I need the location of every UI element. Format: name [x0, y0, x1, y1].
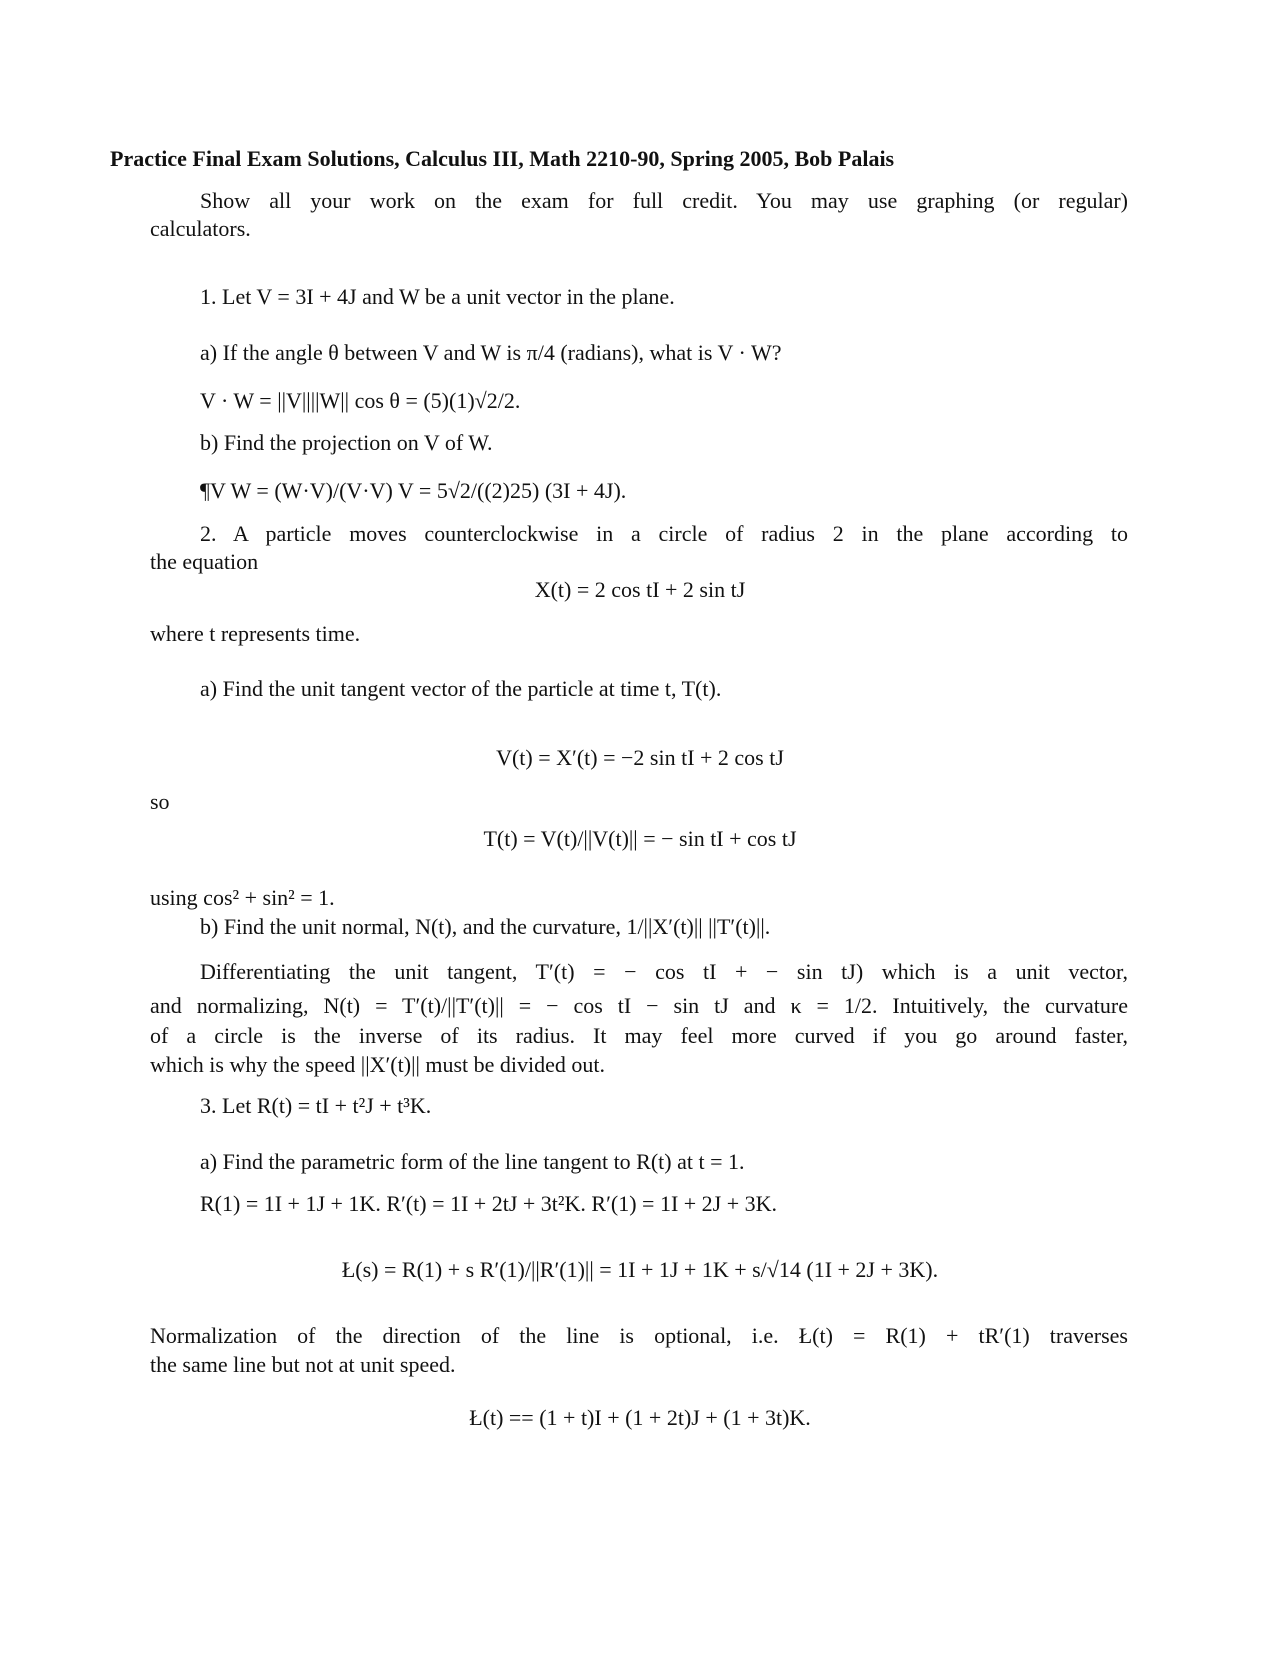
problem-2b: b) Find the unit normal, N(t), and the curvature, 1/||X′(t)|| ||T′(t)||.: [200, 914, 771, 939]
problem-3a: a) Find the parametric form of the line tangent to R(t) at t = 1.: [200, 1149, 745, 1174]
problem-1b: b) Find the projection on V of W.: [200, 430, 493, 455]
problem-1a-solution: V · W = ||V||||W|| cos θ = (5)(1)√2/2.: [200, 388, 521, 413]
identity-note: using cos² + sin² = 1.: [150, 885, 335, 910]
equation-L2: Ł(t) == (1 + t)I + (1 + 2t)J + (1 + 3t)K.: [469, 1405, 811, 1430]
equation-T: T(t) = V(t)/||V(t)|| = − sin tI + cos tJ: [483, 826, 797, 851]
problem-2-line-1: 2. A particle moves counterclockwise in a circle of radius 2 in the plane according to: [200, 521, 1128, 546]
problem-3a-solution: R(1) = 1I + 1J + 1K. R′(t) = 1I + 2tJ + 3t²K. R′(1) = 1I + 2J + 3K.: [200, 1191, 778, 1216]
problem-1b-solution: ¶V W = (W·V)/(V·V) V = 5√2/((2)25) (3I + 4J).: [200, 478, 627, 503]
word-so: so: [150, 789, 170, 814]
document-title: Practice Final Exam Solutions, Calculus III, Math 2210-90, Spring 2005, Bob Palais: [110, 146, 895, 171]
problem-1: 1. Let V = 3I + 4J and W be a unit vector in the plane.: [200, 284, 675, 309]
problem-2b-solution-1: Differentiating the unit tangent, T′(t) = − cos tI + − sin tJ) which is a unit vector,: [200, 959, 1128, 984]
problem-1a: a) If the angle θ between V and W is π/4 (radians), what is V · W?: [200, 340, 782, 365]
problem-3: 3. Let R(t) = tI + t²J + t³K.: [200, 1093, 432, 1118]
intro-line-2: calculators.: [150, 216, 251, 241]
problem-2b-solution-3: of a circle is the inverse of its radius. It may feel more curved if you go around faster,: [150, 1023, 1128, 1048]
equation-X: X(t) = 2 cos tI + 2 sin tJ: [534, 577, 746, 602]
equation-L: Ł(s) = R(1) + s R′(1)/||R′(1)|| = 1I + 1J + 1K + s/√14 (1I + 2J + 3K).: [341, 1257, 939, 1282]
equation-V: V(t) = X′(t) = −2 sin tI + 2 cos tJ: [496, 745, 784, 770]
intro-line-1: Show all your work on the exam for full credit. You may use graphing (or regular): [200, 188, 1128, 213]
normalization-line-1: Normalization of the direction of the line is optional, i.e. Ł(t) = R(1) + tR′(1) traverses: [150, 1323, 1128, 1348]
problem-2b-solution-4: which is why the speed ||X′(t)|| must be divided out.: [150, 1052, 606, 1077]
normalization-line-2: the same line but not at unit speed.: [150, 1352, 456, 1377]
problem-2a: a) Find the unit tangent vector of the particle at time t, T(t).: [200, 676, 722, 701]
problem-2b-solution-2: and normalizing, N(t) = T′(t)/||T′(t)|| = − cos tI − sin tJ and κ = 1/2. Intuitively, the curvature: [150, 993, 1128, 1018]
problem-2-line-2: the equation: [150, 549, 259, 574]
problem-2-where: where t represents time.: [150, 621, 361, 646]
